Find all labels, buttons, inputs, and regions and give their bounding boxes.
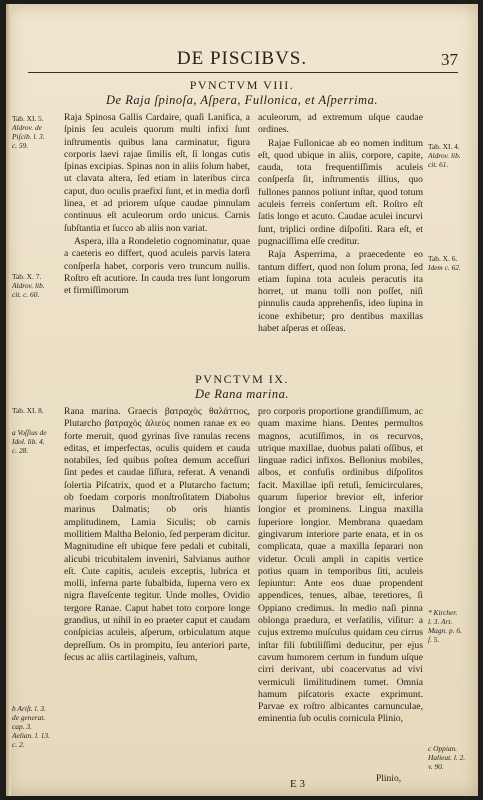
margin-note-right (428, 608, 474, 644)
note-line: Tab. XI. 8. (12, 406, 44, 415)
note-line: Tab. XI. 4. (428, 142, 460, 151)
note-line: Aelian. l. 13. (12, 731, 50, 740)
paragraph: Raja Spinosa Gallis Cardaire, quaſi Lanifica, a ſpinis ſeu aculeis quorum multi infixi ſunt inſtrumentis quibus lana carminatur, figura corporis laevi rajae ſimilis eſt, ſi longas cutis ſpinas excipias. Spinas non in aliis ſolum habet, ut clavata altera, ſed etiam in lateribus circa caput, duo oculis praefixi ſunt, et in media dorſi linea, et ad priorem uſque caudae pinnulam continuus eſt aculeorum ordo unicus. Carnis ſubſtantia et ſucco ab aliis non variat. (64, 112, 250, 234)
note-line: cit. 61. (428, 160, 449, 169)
note-line: Idol. lib. 4. (12, 437, 45, 446)
note-line: Idem c. 62. (428, 263, 461, 272)
margin-note-left (12, 406, 60, 415)
note-line: ſ. 5. (428, 635, 440, 644)
section-ix-left-column (64, 406, 250, 782)
note-line: c Oppian. (428, 744, 458, 753)
note-line: * Kircher. (428, 608, 458, 617)
running-head: DE PISCIBVS. (176, 48, 308, 69)
section-heading-viii: PVNCTVM VIII. (189, 78, 295, 92)
note-line: Aldrov. lib. (12, 281, 45, 290)
paragraph: Rana marina. Graecis βατραχὸς θαλάττιος, Plutarcho βατραχὸς ἁλιεὺς nomen ranae ex eo forte meruit, quod gyrinas ſive ranulas recens editas, et imperfectas, oculis quidem et cauda notabiles, ſed quibus poſtea demum acceſſuri ſint pedes et caudae ſiſſura, referat. A venandi ſolertia Piſcatrix, quod et a Plutarcho factum; ob foedam corporis monſtroſitatem Diabolus marinus Dalmatis; ob oris hiantis amplitudinem, Lamia Siculis; ob carnis mollitiem Maltha Belonio, ſed perperam dicitur. Magnitudine eſt ubique fere pedali et cubitali, alicubi tricubitalem inveniri, Salvianus author eſt. Cute capitis, aculeis exceptis, lubrica et molli, inferna parte ſubalbida, ſuperna vero ex nigra flaveſcente tegitur. Unde molles, Ovidio tergore Ranae. Caput habet toto corpore longe grandius, ut nihil in eo praeter caput et caudam conſpicias aculeis, aſperum, orbiculatum atque depreſſum. Os in prompitu, ſeu anteriori parte, ſecus ac aliis cartilagineis, vaſtum, (64, 406, 250, 663)
section-viii-right-column (258, 112, 423, 368)
note-line: Tab. X. 7. (12, 272, 42, 281)
note-line: l. 3. Art. (428, 617, 453, 626)
section-heading-ix: PVNCTVM IX. (195, 372, 289, 386)
book-page (6, 4, 478, 796)
note-line: c. 2. (12, 740, 25, 749)
note-line: Halieut. l. 2. (428, 753, 466, 762)
margin-note-right (428, 744, 474, 771)
margin-note-left (12, 428, 60, 455)
page-number: 37 (441, 50, 458, 69)
note-line: cit. c. 60. (12, 290, 40, 299)
margin-note-left (12, 272, 60, 299)
margin-note-left (12, 704, 60, 749)
margin-note-right (428, 254, 474, 272)
note-line: Magn. p. 6. (428, 626, 462, 635)
note-line: a Voſſius de (12, 428, 47, 437)
signature-mark: E 3 (290, 778, 305, 790)
paragraph: Raja Asperrima, a praecedente eo tantum differt, quod non ſolum prona, ſed etiam ſupina tota aculeis peracutis ita horret, ut manu tolli non poſſet, niſi pinnulis cauda apprehenſis, ideo ſupina in icone exhibetur; pro dentibus maxillas habet aſperas et oſſeas. (258, 249, 423, 335)
paragraph: Rajae Fullonicae ab eo nomen inditum eſt, quod ubique in aliis, corpore, capite, cauda, tota frequentiſſimis aculeis conſperſa ſit, inſtrumentis illius, quo fullones pannos poliunt inſtar, quod totum aculeis ferreis conſertum eſt. Roſtro eſt ſatis longo et acuto. Caudae aculei incurvi ſunt, triplici ordine diſpoſiti. Rara eſt, et pugnaciſſima eſſe creditur. (258, 137, 423, 247)
margin-note-left (12, 114, 60, 150)
note-line: Piſcib. l. 3. (12, 132, 45, 141)
catchword: Plinio, (376, 774, 402, 784)
paragraph: aculeorum, ad extremum uſque caudae ordines. (258, 112, 423, 136)
note-line: Tab. X. 6. (428, 254, 458, 263)
paragraph: Aspera, illa a Rondeletio cognominatur, quae a caeteris eo differt, quod aculeis parvis latera conſperſa habet, corporis vero truncum nullis. Roſtro eſt acutiore. In cauda tres ſunt longorum et firmiſſimorum (64, 235, 250, 297)
section-subtitle-viii: De Raja ſpinoſa, Aſpera, Fullonica, et Aſperrima. (106, 93, 378, 107)
head-rule (28, 72, 458, 73)
note-line: Aldrov. de (12, 123, 42, 132)
note-line: de generat. (12, 713, 46, 722)
note-line: v. 90. (428, 762, 444, 771)
paragraph: pro corporis proportione grandiſſimum, ac quam maxime hians. Dentes permultos magnos, acutiſſimos, in os recurvos, utrique maxillae, duobus palati oſſibus, et linguae radici infixos. Bellonius mobiles, albos, et confuſis ordinibus diſpoſitos facit. Maxillae ipſi retuſi, ſemicirculares, quarum ſuperior brevior eſt, inferior longior et prominens. Lingua maxilla ſuperiore longior. Membrana quaedam gingivarum interiore parte enata, et in os complicata, quae a maxilla ſeparari non videtur. Oculi ampli in capitis vertice potius quam in temporibus ſiti, aculeis ſepiuntur: Ante eos duae propendent appendices, tenues, albae, teretiores, ſi Oppiano credimus. In medio naſi pinna oblonga praedura, et verſatilis, viſitur: a cujus extremo muſculus quidam ceu cirrus inſtar fili ſubtiliſſimi deducitur, per ejus cavum humorem certum in fundum uſque cirri derivant, ubi coacervatus ad vivi vermiculi ſimilitudinem tumet. Omnia hamum piſcatoris exacte exprimunt. Parvae ex roſtro albicantes carnunculae, eminentia ſub oculis cornicula Plinio, (258, 406, 423, 725)
note-line: cap. 3. (12, 722, 32, 731)
margin-note-right (428, 142, 474, 169)
note-line: c. 28. (12, 446, 29, 455)
section-subtitle-ix: De Rana marina. (195, 387, 289, 401)
note-line: b Ariſt. l. 3. (12, 704, 46, 713)
section-viii-left-column (64, 112, 250, 368)
note-line: Tab. XI. 5. (12, 114, 44, 123)
section-ix-right-column (258, 406, 423, 768)
note-line: c. 59. (12, 141, 29, 150)
note-line: Aldrov. lib. (428, 151, 461, 160)
